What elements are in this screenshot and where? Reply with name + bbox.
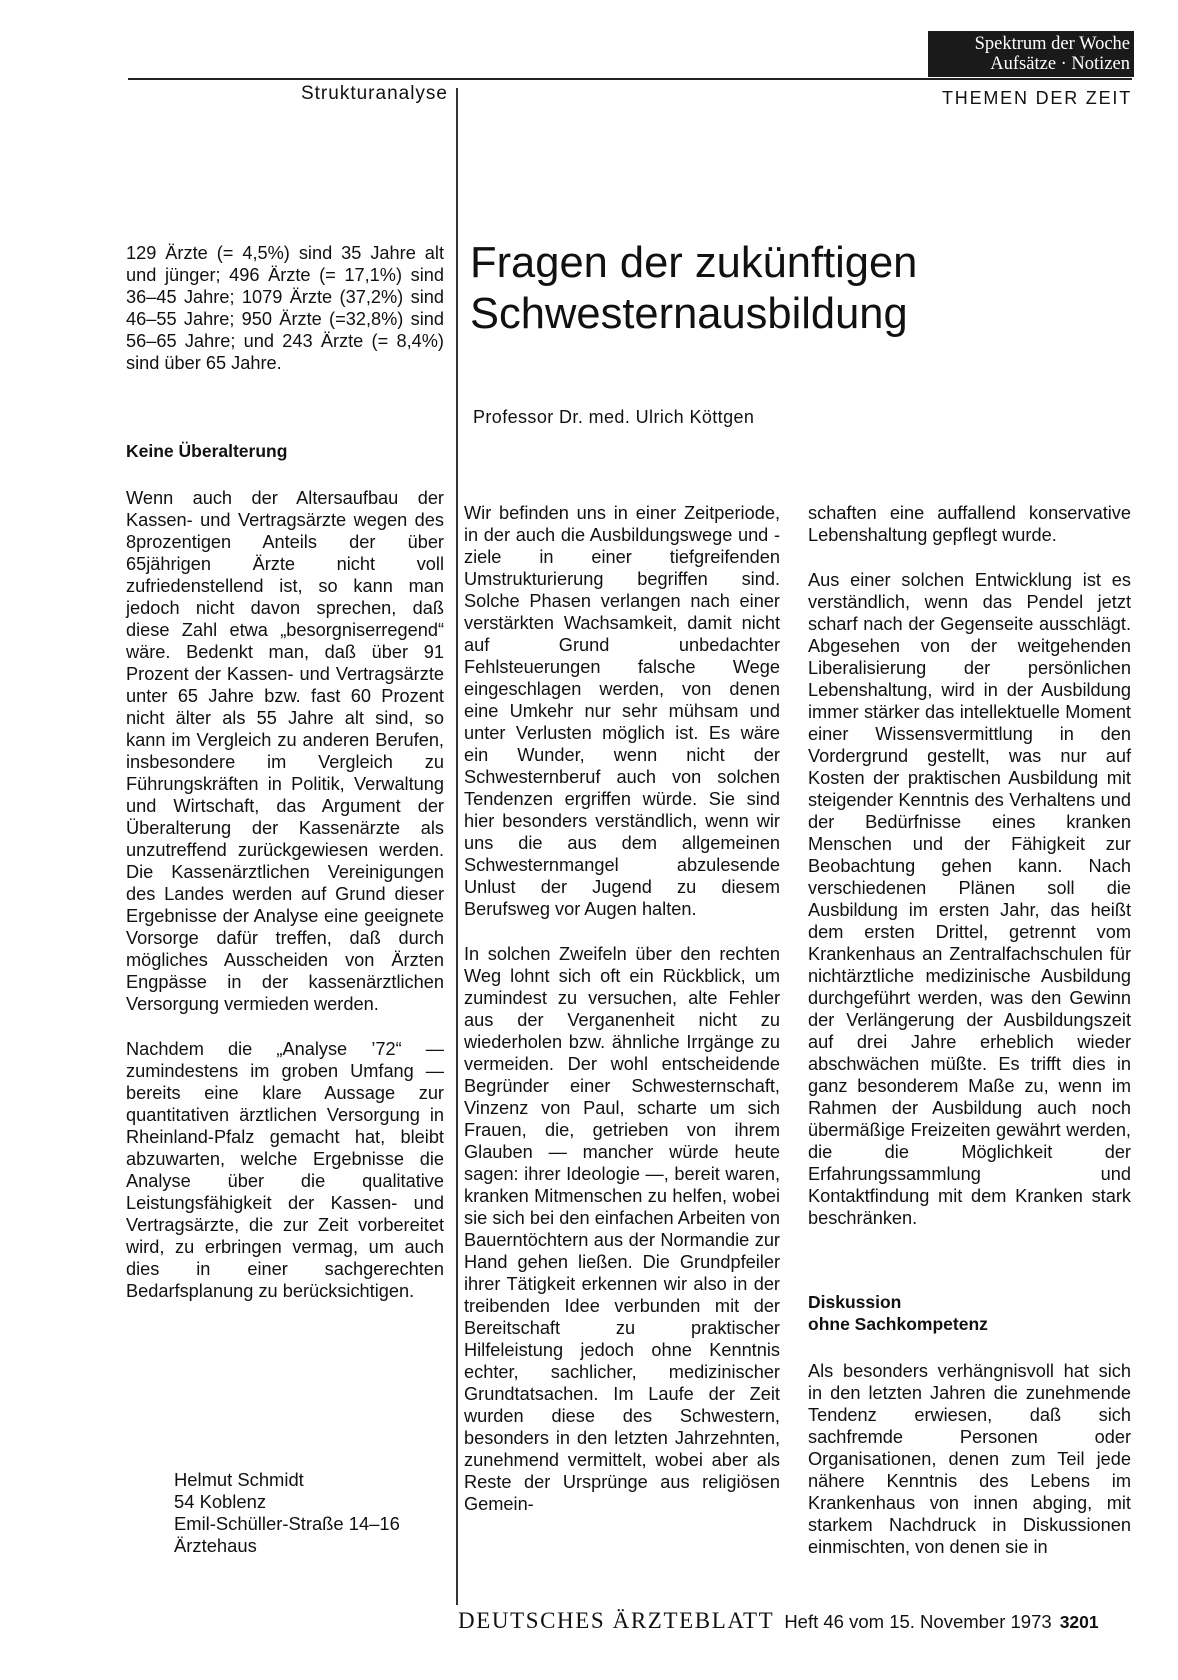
body-paragraph: schaften eine auffallend konservative Lebenshaltung gepflegt wurde. xyxy=(808,503,1131,545)
body-paragraph: Aus einer solchen Entwicklung ist es verständlich, wenn das Pendel jetzt scharf nach der Gegenseite ausschlägt. Abgesehen von der weitgehenden Liberalisierung der persönlichen Lebenshaltung, wird in der Ausbildung immer stärker das intellektuelle Moment einer Wissensvermittlung in den Vordergrund gestellt, was nur auf Kosten der praktischen Ausbildung mit steigender Kenntnis des Verhaltens und der Bedürfnisse eines kranken Menschen und der Fähigkeit zur Beobachtung gehen kann. Nach verschiedenen Plänen soll die Ausbildung im ersten Jahr, das heißt dem ersten Drittel, getrennt vom Krankenhaus an Zentralfachschulen für nichtärztliche medizinische Ausbildung durchgeführt werden, was den Gewinn der Verlängerung der Ausbildungszeit auf drei Jahre erheblich wieder abschwächen müßte. Es trifft dies in ganz besonderem Maße zu, wenn im Rahmen der Ausbildung auch noch übermäßige Freizeiten gewährt werden, die die Möglichkeit der Erfahrungssammlung und Kontaktfindung mit dem Kranken stark beschränken. xyxy=(808,570,1131,1228)
page-number: 3201 xyxy=(1059,1612,1099,1632)
body-paragraph: Wir befinden uns in einer Zeitperiode, in der auch die Ausbildungswege und -ziele in einer tiefgreifenden Umstrukturierung begriffen sind. Solche Phasen verlangen nach einer verstärkten Wachsamkeit, damit nicht auf Grund unbedachter Fehlsteuerungen falsche Wege eingeschlagen werden, von denen eine Umkehr nur sehr mühsam und unter Verlusten möglich ist. Es wäre ein Wunder, wenn nicht der Schwesternberuf auch von solchen Tendenzen ergriffen würde. Sie sind hier besonders verständlich, wenn wir uns die aus dem allgemeinen Schwesternmangel abzulesende Unlust der Jugend zu diesem Berufsweg vor Augen halten. xyxy=(464,503,780,919)
header-section-left: Strukturanalyse xyxy=(300,83,448,104)
header-section-right: THEMEN DER ZEIT xyxy=(941,88,1132,108)
article-subheading xyxy=(808,1291,1131,1335)
prev-article-para-1 xyxy=(126,242,444,374)
column-divider xyxy=(456,88,458,1605)
subheading-line-2: ohne Sachkompetenz xyxy=(808,1314,988,1334)
subheading-line-1: Diskussion xyxy=(808,1292,902,1312)
body-paragraph: Als besonders verhängnisvoll hat sich in den letzten Jahren die zunehmende Tendenz erwiesen, daß sich sachfremde Personen oder Organisationen, denen zum Teil jede nähere Kenntnis des Lebens im Krankenhaus von innen abging, mit starkem Nachdruck in Diskussionen einmischten, von denen sie in xyxy=(808,1361,1131,1557)
article-column-2 xyxy=(464,502,780,1515)
address-street: Emil-Schüller-Straße 14–16 xyxy=(174,1513,400,1534)
article-author: Professor Dr. med. Ulrich Köttgen xyxy=(473,407,755,427)
section-badge xyxy=(928,31,1134,77)
body-paragraph: In solchen Zweifeln über den rechten Weg lohnt sich oft ein Rückblick, um zumindest zu versuchen, alte Fehler aus der Verganenheit nicht zu wiederholen bzw. ähnliche Irrgänge zu vermeiden. Der wohl entscheidende Begründer einer Schwesternschaft, Vinzenz von Paul, scharte um sich Frauen, die, getrieben von ihrem Glauben — mancher würde heute sagen: ihrer Ideologie —, bereit waren, kranken Mitmenschen zu helfen, wobei sie sich bei den einfachen Arbeiten von Bauerntöchtern aus der Normandie zur Hand gehen ließen. Die Grundpfeiler ihrer Tätigkeit erkennen wir also in der treibenden Idee verbunden mit der Bereitschaft zu praktischer Hilfeleistung jedoch ohne Kenntnis echter, sachlicher, medizinischer Grundtatsachen. Im Laufe der Zeit wurden diese des Schwestern, besonders in den letzten Jahrzehnten, zunehmend vermittelt, wobei aber als Reste der Ursprünge aus religiösen Gemein- xyxy=(464,944,780,1514)
journal-name: DEUTSCHES ÄRZTEBLATT xyxy=(458,1608,775,1633)
address-building: Ärztehaus xyxy=(174,1535,257,1556)
page-footer xyxy=(458,1608,1099,1634)
header-rule xyxy=(128,78,1132,80)
badge-line-1: Spektrum der Woche xyxy=(974,34,1130,54)
article-title-line-1: Fragen der zukünftigen xyxy=(470,239,918,287)
address-name: Helmut Schmidt xyxy=(174,1469,304,1490)
body-paragraph: 129 Ärzte (= 4,5%) sind 35 Jahre alt und jünger; 496 Ärzte (= 17,1%) sind 36–45 Jahre; 1079 Ärzte (37,2%) sind 46–55 Jahre; 950 Ärzte (=32,8%) sind 56–65 Jahre; und 243 Ärzte (= 8,4%) sind über 65 Jahre. xyxy=(126,243,444,373)
article-column-3-cont xyxy=(808,1360,1131,1558)
author-address xyxy=(174,1469,400,1557)
prev-article-subheading: Keine Überalterung xyxy=(126,441,288,461)
badge-line-2: Aufsätze · Notizen xyxy=(990,54,1130,74)
article-title xyxy=(470,238,917,340)
body-paragraph: Nachdem die „Analyse ’72“ — zumindestens im groben Umfang — bereits eine klare Aussage zur quantitativen ärztlichen Versorgung in Rheinland-Pfalz gemacht hat, bleibt abzuwarten, welche Ergebnisse die Analyse über die qualitative Leistungsfähigkeit der Kassen- und Vertragsärzte, die zur Zeit vorbereitet wird, zu erbringen vermag, um auch dies in einer sachgerechten Bedarfsplanung zu berücksichtigen. xyxy=(126,1039,444,1301)
prev-article-body xyxy=(126,487,444,1302)
address-city: 54 Koblenz xyxy=(174,1491,267,1512)
article-title-line-2: Schwesternausbildung xyxy=(470,290,908,338)
body-paragraph: Wenn auch der Altersaufbau der Kassen- und Vertragsärzte wegen des 8prozentigen Anteils der über 65jährigen Ärzte nicht voll zufriedenstellend ist, so kann man jedoch nicht davon sprechen, daß diese Zahl etwa „besorgniserregend“ wäre. Bedenkt man, daß über 91 Prozent der Kassen- und Vertragsärzte unter 65 Jahre bzw. fast 60 Prozent nicht älter als 55 Jahre alt sind, so kann im Vergleich zu anderen Berufen, insbesondere im Vergleich zu Führungskräften in Politik, Verwaltung und Wirtschaft, das Argument der Überalterung der Kassenärzte als unzutreffend zurückgewiesen werden. Die Kassenärztlichen Vereinigungen des Landes werden auf Grund dieser Ergebnisse der Analyse eine geeignete Vorsorge dafür treffen, daß durch mögliches Ausscheiden von Ärzten Engpässe in der kassenärztlichen Versorgung vermieden werden. xyxy=(126,488,444,1014)
issue-info: Heft 46 vom 15. November 1973 xyxy=(784,1611,1052,1632)
article-column-3 xyxy=(808,502,1131,1229)
